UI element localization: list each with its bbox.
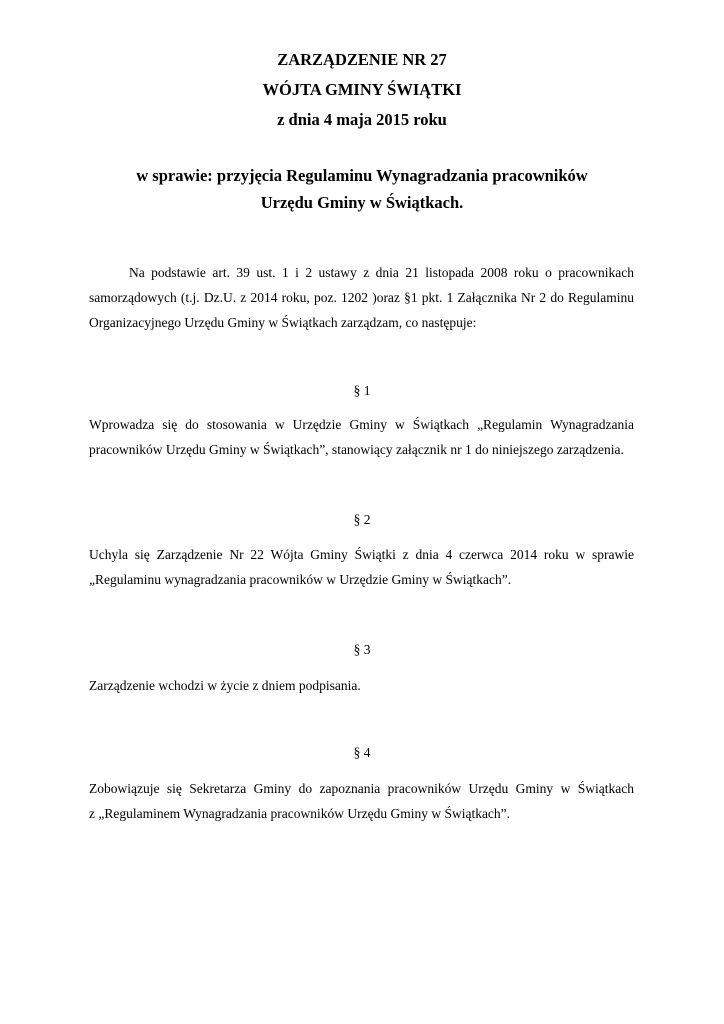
section-3-line: Zarządzenie wchodzi w życie z dniem podpisania.: [89, 678, 361, 693]
section-1-line: pracowników Urzędu Gminy w Świątkach”, stanowiący załącznik nr 1 do niniejszego zarządzenia.: [89, 442, 624, 457]
preamble-line: samorządowych (t.j. Dz.U. z 2014 roku, poz. 1202 )oraz §1 pkt. 1 Załącznika Nr 2 do Regulaminu: [89, 290, 634, 305]
preamble-line: Organizacyjnego Urzędu Gminy w Świątkach zarządzam, co następuje:: [89, 315, 477, 330]
section-4-line: Zobowiązuje się Sekretarza Gminy do zapoznania pracowników Urzędu Gminy w Świątkach: [89, 781, 634, 796]
preamble-paragraph: [89, 260, 634, 335]
issuer-title: WÓJTA GMINY ŚWIĄTKI: [262, 80, 462, 99]
section-4-paragraph: [89, 776, 634, 826]
subject-line-1: w sprawie: przyjęcia Regulaminu Wynagradzania pracowników: [136, 166, 588, 185]
section-3-mark: § 3: [353, 642, 371, 657]
section-4-line: z „Regulaminem Wynagradzania pracowników Urzędu Gminy w Świątkach”.: [89, 806, 511, 821]
section-1-paragraph: [89, 412, 634, 462]
document-date: z dnia 4 maja 2015 roku: [277, 110, 447, 129]
document-title: ZARZĄDZENIE NR 27: [277, 50, 447, 69]
section-2-paragraph: [89, 542, 634, 592]
section-2-line: Uchyla się Zarządzenie Nr 22 Wójta Gminy Świątki z dnia 4 czerwca 2014 roku w sprawie: [89, 547, 634, 562]
section-2-line: „Regulaminu wynagradzania pracowników w Urzędzie Gminy w Świątkach”.: [89, 572, 512, 587]
section-1-line: Wprowadza się do stosowania w Urzędzie Gminy w Świątkach „Regulamin Wynagradzania: [89, 417, 634, 432]
preamble-line: Na podstawie art. 39 ust. 1 i 2 ustawy z dnia 21 listopada 2008 roku o pracownikach: [129, 265, 634, 280]
section-2-mark: § 2: [353, 512, 371, 527]
section-1-mark: § 1: [353, 383, 371, 398]
subject-line-2: Urzędu Gminy w Świątkach.: [260, 193, 464, 212]
section-4-mark: § 4: [353, 745, 371, 760]
section-3-paragraph: [89, 673, 634, 698]
